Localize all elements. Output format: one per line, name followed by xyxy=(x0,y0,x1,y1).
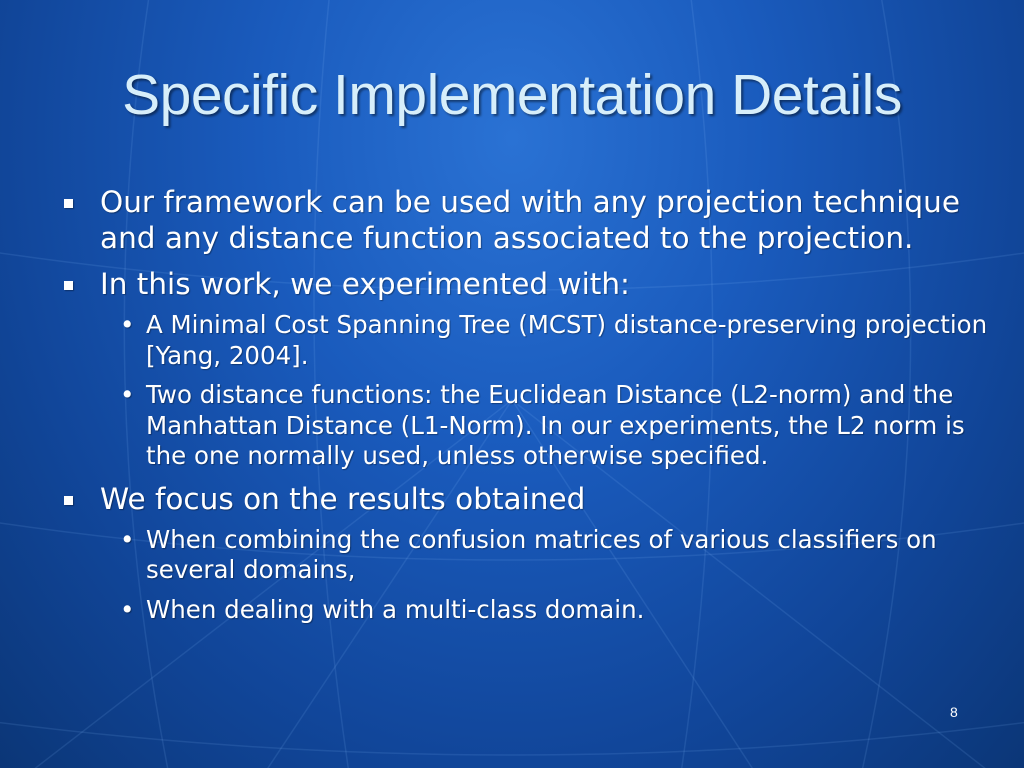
page-number: 8 xyxy=(950,704,958,720)
sub-bullet-text: When dealing with a multi-class domain. xyxy=(146,594,645,624)
round-bullet-icon: • xyxy=(120,380,135,409)
sub-bullet-text: A Minimal Cost Spanning Tree (MCST) distance-preserving projection [Yang, 2004]. xyxy=(146,310,988,370)
bullet-text: In this work, we experimented with: xyxy=(100,267,630,301)
sub-bullet-text: When combining the confusion matrices of various classifiers on several domains, xyxy=(146,524,937,584)
bullet-text: Our framework can be used with any projection technique and any distance function associated to the projection. xyxy=(100,185,960,255)
bullet-item xyxy=(60,184,990,256)
square-bullet-icon xyxy=(64,496,73,505)
bullet-item xyxy=(60,481,990,517)
sub-bullet-list xyxy=(120,310,990,472)
sub-bullet-text: Two distance functions: the Euclidean Distance (L2-norm) and the Manhattan Distance (L1-Norm). In our experiments, the L2 norm is the one normally used, unless otherwise specified. xyxy=(146,380,965,470)
square-bullet-icon xyxy=(64,281,73,290)
round-bullet-icon: • xyxy=(120,524,135,554)
sub-bullet-item xyxy=(120,380,990,472)
bullet-text: We focus on the results obtained xyxy=(100,481,586,516)
round-bullet-icon: • xyxy=(120,310,135,339)
sub-bullet-item xyxy=(120,595,990,626)
sub-bullet-item xyxy=(120,525,990,586)
square-bullet-icon xyxy=(64,199,73,208)
bullet-item xyxy=(60,266,990,302)
round-bullet-icon: • xyxy=(120,594,135,624)
sub-bullet-list xyxy=(120,525,990,626)
sub-bullet-item xyxy=(120,310,990,371)
slide-body xyxy=(60,184,990,634)
slide-title: Specific Implementation Details xyxy=(122,63,902,127)
